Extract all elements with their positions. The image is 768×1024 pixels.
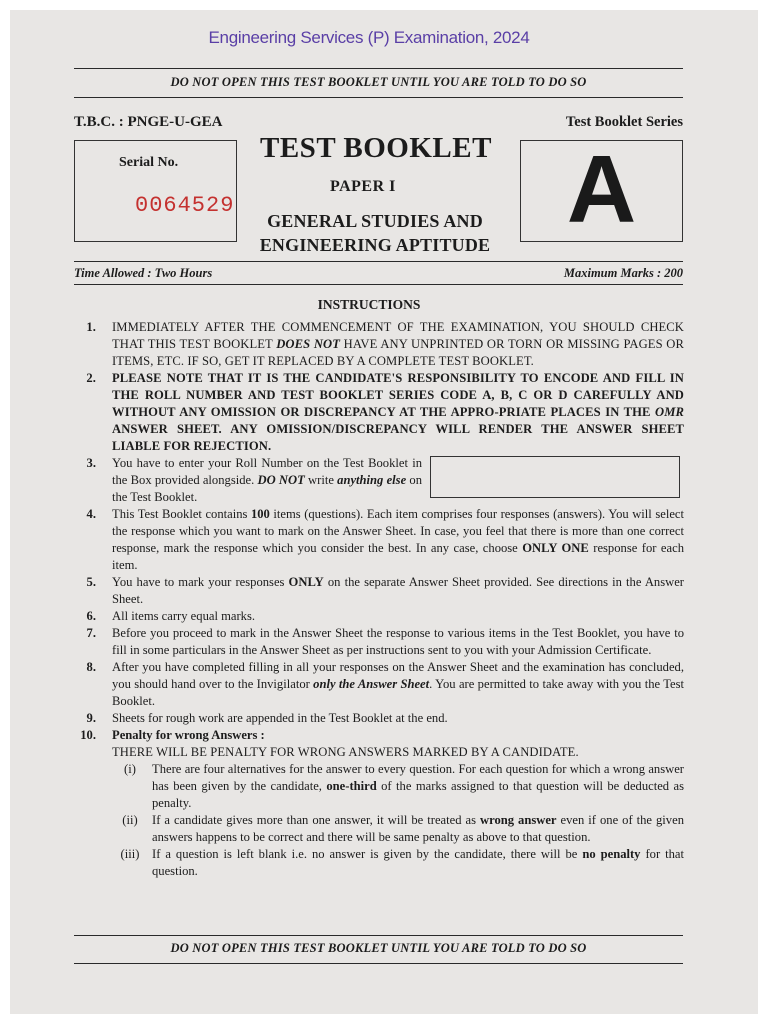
- instruction-text: write: [304, 473, 338, 487]
- booklet-title: TEST BOOKLET: [260, 132, 492, 164]
- subitem-text: for that question.: [152, 847, 684, 878]
- instruction-text: ANSWER SHEET. ANY OMISSION/DISCREPANCY WILL RENDER THE ANSWER SHEET LIABLE FOR REJECTION.: [112, 422, 684, 453]
- item-number: 4.: [86, 507, 96, 521]
- emphasis: only the Answer Sheet: [313, 677, 430, 691]
- subitem-text: even if one of the given answers happens to be correct and there will be same penalty as above to that question.: [152, 813, 684, 844]
- item-number: 1.: [86, 320, 96, 334]
- emphasis: DO NOT: [257, 473, 305, 487]
- instruction-item: [74, 319, 684, 370]
- instruction-text: on the separate Answer Sheet provided. See directions in the Answer Sheet.: [112, 575, 684, 606]
- bottom-rule-1: [74, 935, 683, 936]
- item-number: 6.: [86, 609, 96, 623]
- item-number: 3.: [86, 456, 96, 470]
- penalty-line: THERE WILL BE PENALTY FOR WRONG ANSWERS MARKED BY A CANDIDATE.: [112, 745, 579, 759]
- item-number: 10.: [80, 728, 96, 742]
- exam-title: Engineering Services (P) Examination, 2024: [208, 28, 530, 47]
- item-number: 8.: [86, 660, 96, 674]
- subitem-number: (ii): [122, 813, 138, 827]
- instruction-text: After you have completed filling in all your responses on the Answer Sheet and the examination has concluded, you should hand over to the Invigilator: [112, 660, 684, 691]
- emphasis: OMR: [655, 405, 684, 419]
- instruction-text: . You are permitted to take away with you the Test Booklet.: [112, 677, 685, 708]
- instruction-text: response for each item.: [112, 541, 685, 572]
- subitem-text: If a question is left blank i.e. no answer is given by the candidate, there will be: [152, 847, 583, 861]
- top-rule-2: [74, 97, 683, 98]
- tbc-code: T.B.C. : PNGE-U-GEA: [74, 114, 223, 130]
- subitem-number: (iii): [120, 847, 140, 861]
- instruction-item: [74, 506, 684, 574]
- emphasis: anything else: [337, 473, 407, 487]
- instruction-item: [74, 574, 684, 608]
- time-allowed: Time Allowed : Two Hours: [74, 266, 213, 280]
- series-box: [520, 136, 683, 243]
- test-booklet-cover: [10, 10, 758, 1014]
- penalty-subitem: [112, 812, 684, 846]
- penalty-subitem: [112, 761, 684, 812]
- emphasis: ONLY: [288, 575, 324, 589]
- serial-label: Serial No.: [119, 155, 179, 170]
- serial-number: 0064529: [135, 193, 235, 218]
- subject-line-1: GENERAL STUDIES AND: [267, 211, 483, 231]
- instruction-text: PLEASE NOTE THAT IT IS THE CANDIDATE'S RESPONSIBILITY TO ENCODE AND FILL IN THE ROLL NUMBER AND TEST BOOKLET SERIES CODE A, B, C OR D CAREFULLY AND WITHOUT ANY OMISSION OR DISCREPANCY AT THE APPRO-PRIATE PLACES IN THE: [112, 371, 684, 419]
- roll-number-box[interactable]: [430, 456, 680, 498]
- serial-number-box: [74, 140, 237, 242]
- instruction-item: [74, 710, 684, 727]
- instruction-text: All items carry equal marks.: [112, 609, 256, 623]
- bottom-banner: DO NOT OPEN THIS TEST BOOKLET UNTIL YOU ARE TOLD TO DO SO: [170, 941, 587, 955]
- instruction-text: You have to enter your Roll Number on the Test Booklet in the Box provided alongside.: [112, 456, 422, 487]
- instruction-text: HAVE ANY UNPRINTED OR TORN OR MISSING PAGES OR ITEMS, ETC. IF SO, GET IT REPLACED BY A COMPLETE TEST BOOKLET.: [112, 337, 685, 368]
- instruction-item: [74, 455, 684, 506]
- emphasis: no penalty: [582, 847, 641, 861]
- subitem-text: If a candidate gives more than one answer, it will be treated as: [152, 813, 480, 827]
- series-label: Test Booklet Series: [565, 114, 683, 130]
- instruction-text: items (questions). Each item comprises four responses (answers). You will select the response which you want to mark on the Answer Sheet. In case, you feel that there is more than one correct response, mark the response which you consider the best. In any case, choose: [112, 507, 685, 555]
- emphasis: one-third: [326, 779, 377, 793]
- penalty-title: Penalty for wrong Answers :: [112, 728, 265, 742]
- item-number: 7.: [86, 626, 96, 640]
- series-letter: A: [566, 136, 637, 243]
- subject-title: [246, 209, 504, 257]
- subitem-text: There are four alternatives for the answer to every question. For each question for which a wrong answer has been given by the candidate,: [152, 762, 684, 793]
- maximum-marks: Maximum Marks : 200: [563, 266, 683, 280]
- instruction-text: You have to mark your responses: [112, 575, 289, 589]
- bottom-rule-2: [74, 963, 683, 964]
- mid-rule-2: [74, 284, 683, 285]
- instructions-heading: INSTRUCTIONS: [317, 297, 421, 312]
- instruction-item: [74, 608, 684, 625]
- mid-rule-1: [74, 261, 683, 262]
- item-number: 9.: [86, 711, 96, 725]
- instruction-item: [74, 370, 684, 455]
- item-number: 2.: [86, 371, 96, 385]
- top-rule-1: [74, 68, 683, 69]
- emphasis: 100: [250, 507, 270, 521]
- paper-label: PAPER I: [330, 178, 396, 195]
- emphasis: ONLY ONE: [522, 541, 589, 555]
- instruction-item: [74, 659, 684, 710]
- instruction-text: Sheets for rough work are appended in the Test Booklet at the end.: [112, 711, 448, 725]
- emphasis: wrong answer: [480, 813, 557, 827]
- instruction-item: [74, 625, 684, 659]
- instruction-text: This Test Booklet contains: [112, 507, 251, 521]
- subitem-number: (i): [124, 762, 136, 776]
- emphasis: DOES NOT: [276, 337, 341, 351]
- instruction-text: IMMEDIATELY AFTER THE COMMENCEMENT OF THE EXAMINATION, YOU SHOULD CHECK THAT THIS TEST BOOKLET: [112, 320, 684, 351]
- subject-line-2: ENGINEERING APTITUDE: [259, 235, 491, 255]
- item-number: 5.: [86, 575, 96, 589]
- instruction-item: [74, 727, 684, 880]
- penalty-subitem: [112, 846, 684, 880]
- instruction-text: Before you proceed to mark in the Answer Sheet the response to various items in the Test Booklet, you have to fill in some particulars in the Answer Sheet as per instructions sent to you with your Admission Certificate.: [112, 626, 684, 657]
- instruction-text: on the Test Booklet.: [112, 473, 422, 504]
- subitem-text: of the marks assigned to that question will be deducted as penalty.: [152, 779, 684, 810]
- top-banner: DO NOT OPEN THIS TEST BOOKLET UNTIL YOU ARE TOLD TO DO SO: [170, 75, 587, 89]
- instructions-list: [74, 319, 684, 880]
